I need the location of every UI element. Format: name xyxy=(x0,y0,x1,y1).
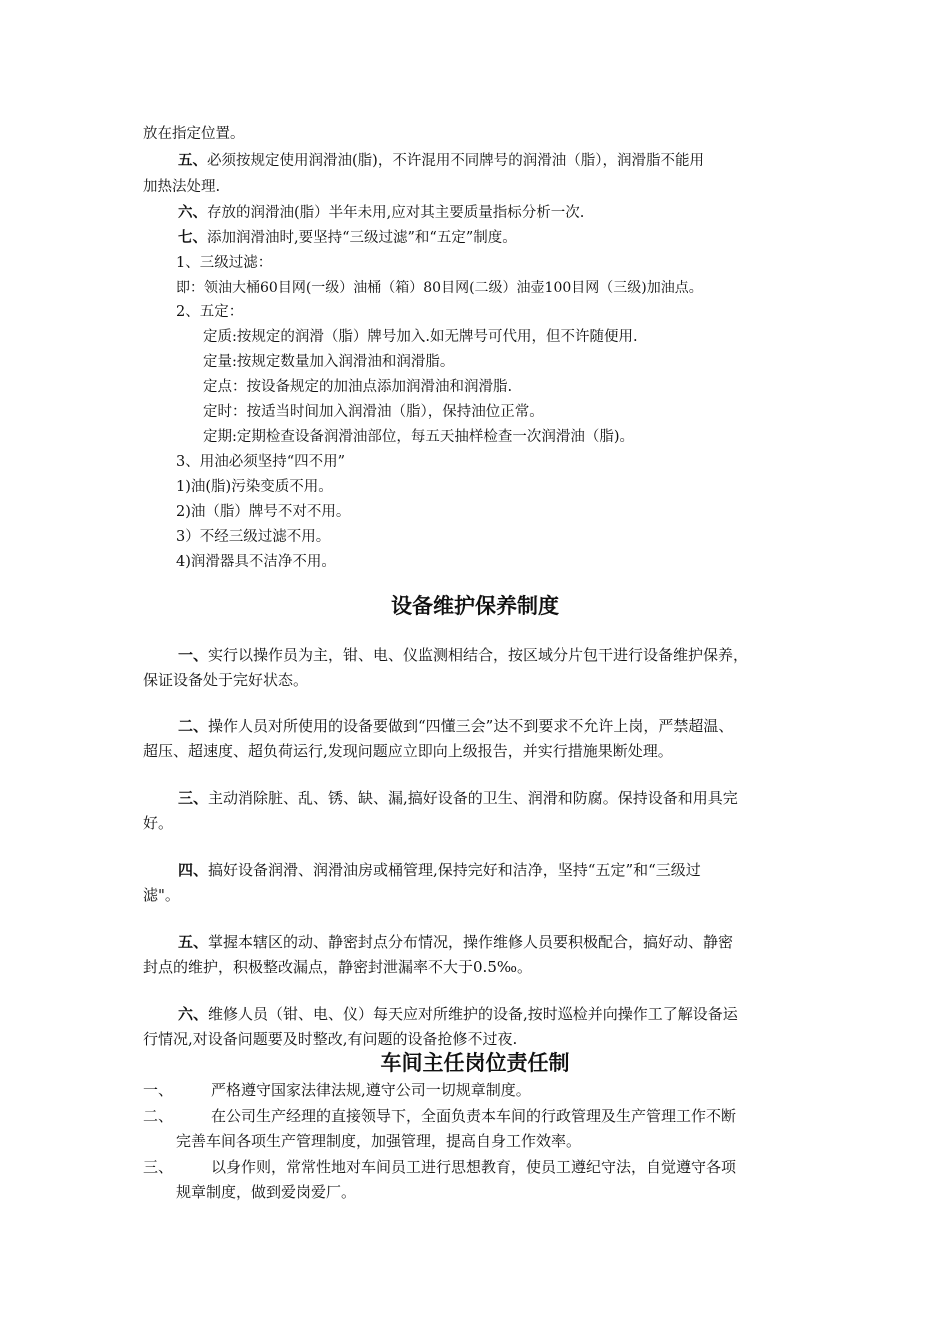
maintenance-item-5 xyxy=(178,932,733,952)
item-text: 维修人员（钳、电、仪）每天应对所维护的设备,按时巡检并向操作工了解设备运 xyxy=(208,1005,738,1023)
section-title-maintenance: 设备维护保养制度 xyxy=(391,594,559,618)
maintenance-item-3 xyxy=(178,788,738,808)
maintenance-item-4 xyxy=(178,860,701,880)
sub-item-2: 2、五定： xyxy=(176,304,244,320)
maintenance-item-6 xyxy=(178,1004,738,1024)
text-line: 超压、超速度、超负荷运行,发现问题应立即向上级报告，并实行措施果断处理。 xyxy=(143,742,673,760)
rule-item-7 xyxy=(178,228,517,248)
item-number: 一、 xyxy=(178,646,209,664)
no-use-item-1: 1)油(脂)污染变质不用。 xyxy=(176,479,333,495)
text-line: 加热法处理. xyxy=(143,179,221,195)
no-use-item-3: 3）不经三级过滤不用。 xyxy=(176,529,331,545)
item-number: 四、 xyxy=(178,861,209,879)
five-fix-quantity: 定量:按规定数量加入润滑油和润滑脂。 xyxy=(203,354,455,370)
text-line: 滤"。 xyxy=(143,886,180,904)
item-number: 五、 xyxy=(178,933,209,951)
item-text: 实行以操作员为主，钳、电、仪监测相结合，按区域分片包干进行设备维护保养， xyxy=(208,646,749,664)
text-line: 行情况,对设备问题要及时整改,有问题的设备抢修不过夜. xyxy=(143,1030,518,1048)
duty-item-3 xyxy=(143,1157,736,1177)
item-text: 搞好设备润滑、润滑油房或桶管理,保持完好和洁净，坚持“五定”和“三级过 xyxy=(208,861,701,879)
duty-item-1 xyxy=(143,1080,531,1100)
item-text: 严格遵守国家法律法规,遵守公司一切规章制度。 xyxy=(211,1081,531,1099)
item-text: 主动消除脏、乱、锈、缺、漏,搞好设备的卫生、润滑和防腐。保持设备和用具完 xyxy=(208,789,738,807)
item-text: 必须按规定使用润滑油(脂)，不许混用不同牌号的润滑油（脂），润滑脂不能用 xyxy=(207,153,705,169)
rule-item-5 xyxy=(178,151,704,171)
maintenance-item-2 xyxy=(178,716,733,736)
item-text: 在公司生产经理的直接领导下，全面负责本车间的行政管理及生产管理工作不断 xyxy=(211,1107,737,1125)
section-title-director: 车间主任岗位责任制 xyxy=(380,1051,570,1075)
five-fix-time: 定时：按适当时间加入润滑油（脂），保持油位正常。 xyxy=(203,404,544,420)
item-number: 三、 xyxy=(178,789,209,807)
text-line: 保证设备处于完好状态。 xyxy=(143,671,309,689)
text-line: 放在指定位置。 xyxy=(143,126,245,142)
five-fix-period: 定期:定期检查设备润滑油部位，每五天抽样检查一次润滑油（脂)。 xyxy=(203,429,635,445)
five-fix-point: 定点：按设备规定的加油点添加润滑油和润滑脂. xyxy=(203,379,513,395)
maintenance-item-1 xyxy=(178,645,748,665)
item-text: 以身作则，常常性地对车间员工进行思想教育，使员工遵纪守法，自觉遵守各项 xyxy=(211,1158,737,1176)
five-fix-quality: 定质:按规定的润滑（脂）牌号加入.如无牌号可代用，但不许随便用. xyxy=(203,329,638,345)
item-number: 三、 xyxy=(143,1158,174,1176)
item-text: 添加润滑油时,要坚持“三级过滤”和“五定”制度。 xyxy=(207,230,517,246)
rule-item-6 xyxy=(178,203,584,223)
no-use-item-2: 2)油（脂）牌号不对不用。 xyxy=(176,504,351,520)
sub-item-1-detail: 即：领油大桶60目网(一级）油桶（箱）80目网(二级）油壶100目网（三级)加油点。 xyxy=(176,280,703,296)
item-number: 五、 xyxy=(178,152,207,169)
text-line: 完善车间各项生产管理制度，加强管理，提高自身工作效率。 xyxy=(176,1132,582,1150)
text-line: 封点的维护，积极整改漏点，静密封泄漏率不大于0.5‰。 xyxy=(143,958,532,976)
item-number: 二、 xyxy=(178,717,209,735)
item-text: 掌握本辖区的动、静密封点分布情况，操作维修人员要积极配合，搞好动、静密 xyxy=(208,933,734,951)
text-line: 好。 xyxy=(143,814,174,832)
sub-item-3: 3、用油必须坚持“四不用” xyxy=(176,454,346,470)
item-number: 六、 xyxy=(178,1005,209,1023)
item-text: 存放的润滑油(脂）半年未用,应对其主要质量指标分析一次. xyxy=(207,205,585,221)
duty-item-2 xyxy=(143,1106,736,1126)
text-line: 规章制度，做到爱岗爱厂。 xyxy=(176,1183,357,1201)
sub-item-1: 1、三级过滤： xyxy=(176,255,273,271)
item-number: 二、 xyxy=(143,1107,174,1125)
item-number: 六、 xyxy=(178,204,207,221)
no-use-item-4: 4)润滑器具不洁净不用。 xyxy=(176,554,336,570)
item-number: 七、 xyxy=(178,229,207,246)
item-number: 一、 xyxy=(143,1081,174,1099)
item-text: 操作人员对所使用的设备要做到“四懂三会”达不到要求不允许上岗，严禁超温、 xyxy=(208,717,734,735)
